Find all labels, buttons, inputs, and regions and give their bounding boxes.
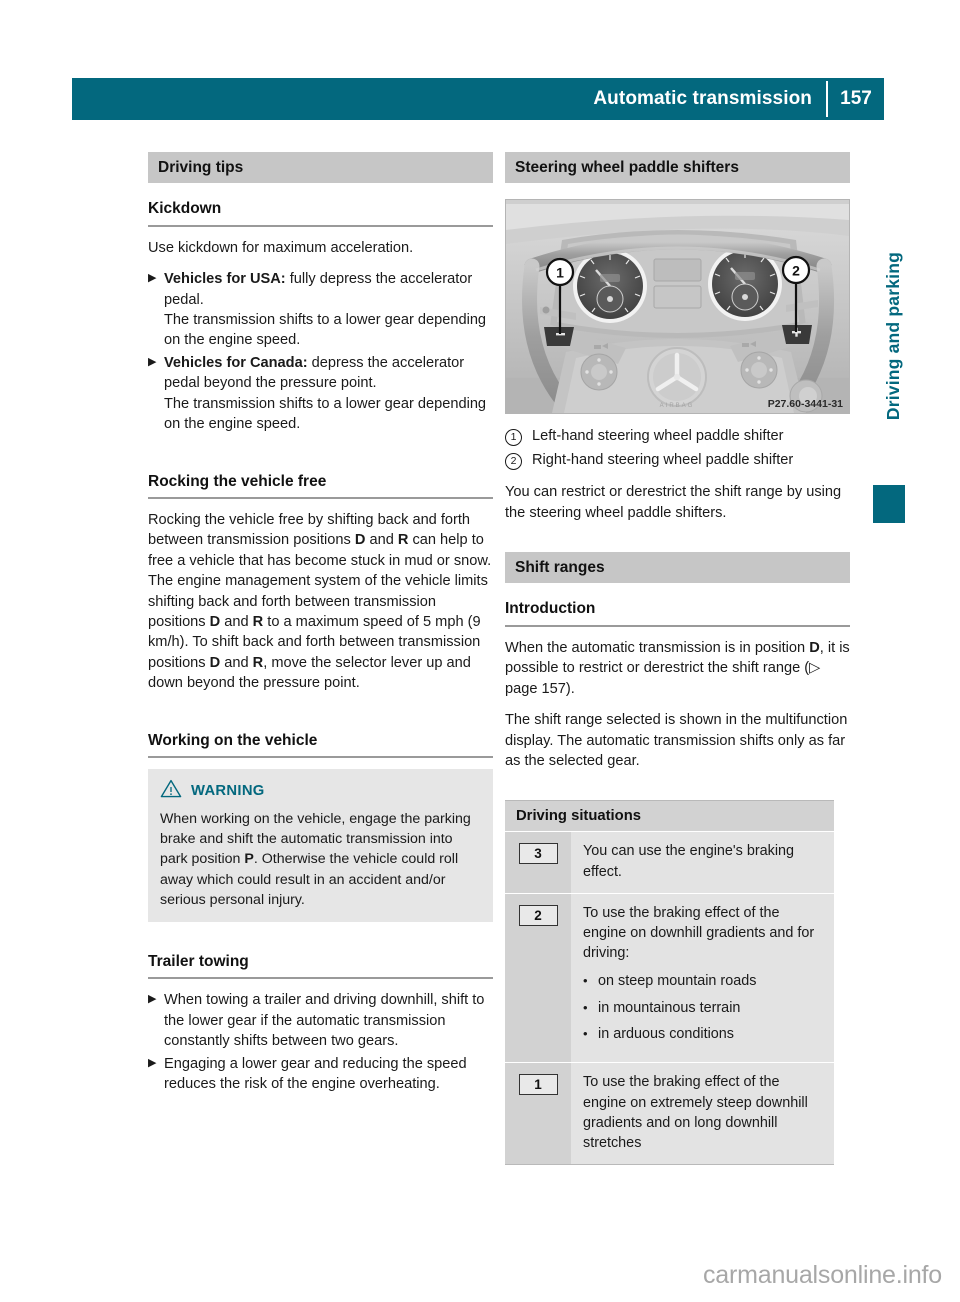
spacer bbox=[148, 446, 493, 472]
list-item-text: Engaging a lower gear and reducing the speed reduces the risk of the engine overheating. bbox=[164, 1055, 467, 1092]
legend-item-text: Right-hand steering wheel paddle shifter bbox=[532, 451, 794, 468]
figure-code: P27.60-3441-31 bbox=[767, 398, 843, 411]
steering-wheel-image bbox=[505, 199, 850, 414]
table-cell-description bbox=[571, 832, 834, 892]
table-row bbox=[505, 831, 834, 892]
heading-kickdown: Kickdown bbox=[148, 199, 493, 226]
table-cell-description bbox=[571, 894, 834, 1063]
svg-text:AIRBAG: AIRBAG bbox=[659, 403, 695, 410]
list-item bbox=[148, 1054, 493, 1095]
sublist-item-text: on steep mountain roads bbox=[598, 973, 757, 990]
legend-note: You can restrict or derestrict the shift range by using the steering wheel paddle shifters. bbox=[505, 484, 842, 521]
list-item-text bbox=[164, 353, 493, 435]
sublist-item-text: in arduous conditions bbox=[598, 1026, 735, 1042]
warning-text: When working on the vehicle, engage the parking brake and shift the automatic transmission into park position P. Otherwise the vehicle could roll away which could result in an accident and/or serious personal injury. bbox=[160, 811, 471, 908]
legend-item bbox=[505, 426, 850, 446]
shift-ranges-paragraph-2: The shift range selected is shown in the multifunction display. The automatic transmission shifts only as far as the selected gear. bbox=[505, 712, 848, 769]
table-cell-text: To use the braking effect of the engine on extremely steep downhill gradients and on long downhill stretches bbox=[583, 1074, 808, 1151]
warning-triangle-icon bbox=[160, 779, 182, 803]
table-row bbox=[505, 893, 834, 1063]
sublist-item bbox=[583, 999, 824, 1018]
kickdown-intro: Use kickdown for maximum acceleration. bbox=[148, 239, 414, 256]
bullet-dot-icon: • bbox=[583, 973, 588, 989]
arrow-bullet-icon: ▶ bbox=[148, 355, 157, 368]
chapter-side-tab-marker bbox=[873, 485, 905, 523]
warning-box bbox=[148, 769, 493, 922]
spacer bbox=[505, 782, 850, 800]
arrow-bullet-icon: ▶ bbox=[148, 993, 157, 1006]
table-cell-text: To use the braking effect of the engine on downhill gradients and for driving: bbox=[583, 904, 815, 961]
list-item-text: When towing a trailer and driving downhill, shift to the lower gear if the automatic transmission constantly shifts between two gears. bbox=[164, 992, 485, 1050]
driving-situations-table bbox=[505, 800, 834, 1165]
steering-wheel-figure bbox=[505, 199, 850, 414]
right-column bbox=[505, 152, 850, 1165]
sublist-item bbox=[583, 1025, 824, 1044]
page-title: Automatic transmission bbox=[593, 88, 812, 109]
heading-working-on-the-vehicle: Working on the vehicle bbox=[148, 731, 493, 758]
section-band-steering-wheel-paddle-shifters: Steering wheel paddle shifters bbox=[505, 152, 850, 183]
kickdown-list bbox=[148, 269, 493, 434]
section-band-shift-ranges: Shift ranges bbox=[505, 552, 850, 583]
legend-item-text: Left-hand steering wheel paddle shifter bbox=[532, 428, 784, 445]
table-cell-gear bbox=[505, 832, 571, 892]
list-item-bold: Vehicles for USA: bbox=[164, 271, 286, 288]
arrow-bullet-icon: ▶ bbox=[148, 1056, 157, 1069]
callout-number-icon: 2 bbox=[505, 453, 522, 470]
page-header-bar bbox=[72, 78, 884, 120]
list-item bbox=[148, 353, 493, 435]
heading-trailer-towing: Trailer towing bbox=[148, 952, 493, 979]
trailer-towing-list bbox=[148, 990, 493, 1094]
list-item-bold: Vehicles for Canada: bbox=[164, 354, 308, 371]
table-cell-sublist bbox=[583, 972, 824, 1044]
table-cell-gear bbox=[505, 1063, 571, 1164]
gear-box-icon: 2 bbox=[519, 905, 558, 926]
spacer bbox=[148, 926, 493, 952]
list-item-rest: depress the accelerator pedal beyond the pressure point. bbox=[164, 354, 465, 392]
list-item-rest: fully depress the accelerator pedal. bbox=[164, 271, 473, 308]
list-item-extra: The transmission shifts to a lower gear depending on the engine speed. bbox=[164, 312, 487, 349]
heading-rocking-the-vehicle-free: Rocking the vehicle free bbox=[148, 472, 493, 499]
sublist-item-text: in mountainous terrain bbox=[598, 999, 741, 1016]
gear-box-icon: 3 bbox=[519, 843, 558, 864]
table-cell-gear bbox=[505, 894, 571, 1063]
list-item-text bbox=[164, 269, 493, 351]
bullet-dot-icon: • bbox=[583, 999, 588, 1015]
list-item-extra: The transmission shifts to a lower gear depending on the engine speed. bbox=[164, 395, 487, 433]
list-item bbox=[148, 269, 493, 351]
left-column bbox=[148, 152, 493, 1105]
section-band-driving-tips: Driving tips bbox=[148, 152, 493, 183]
shift-ranges-paragraph-1: When the automatic transmission is in position D, it is possible to restrict or derestrict the shift range (▷ page 157). bbox=[505, 639, 850, 697]
rocking-paragraph: Rocking the vehicle free by shifting back and forth between transmission positions D and R can help to free a vehicle that has become stuck in mud or snow. The engine management system of the vehicle limits shifting back and forth between transmission positions D and R to a maximum speed of 5 mph (9 km/h). To shift back and forth between transmission positions D and R, move the selector lever up and down beyond the pressure point. bbox=[148, 511, 492, 692]
gear-box-icon: 1 bbox=[519, 1074, 558, 1095]
legend-item bbox=[505, 450, 850, 470]
watermark: carmanualsonline.info bbox=[702, 1261, 942, 1289]
heading-introduction: Introduction bbox=[505, 599, 850, 626]
svg-text:1: 1 bbox=[556, 264, 564, 281]
spacer bbox=[148, 705, 493, 731]
figure-legend bbox=[505, 426, 850, 470]
table-cell-text: You can use the engine's braking effect. bbox=[583, 843, 795, 880]
bullet-dot-icon: • bbox=[583, 1026, 588, 1041]
svg-text:2: 2 bbox=[792, 262, 800, 279]
list-item bbox=[148, 990, 493, 1051]
chapter-side-tab-label: Driving and parking bbox=[883, 252, 903, 421]
table-header: Driving situations bbox=[505, 801, 834, 831]
arrow-bullet-icon: ▶ bbox=[148, 272, 157, 285]
table-cell-description bbox=[571, 1063, 834, 1164]
callout-number-icon: 1 bbox=[505, 429, 522, 446]
warning-header bbox=[160, 779, 481, 803]
page-number: 157 bbox=[840, 88, 872, 109]
warning-title: WARNING bbox=[191, 783, 265, 800]
spacer bbox=[505, 534, 850, 552]
table-row bbox=[505, 1062, 834, 1164]
sublist-item bbox=[583, 972, 824, 991]
